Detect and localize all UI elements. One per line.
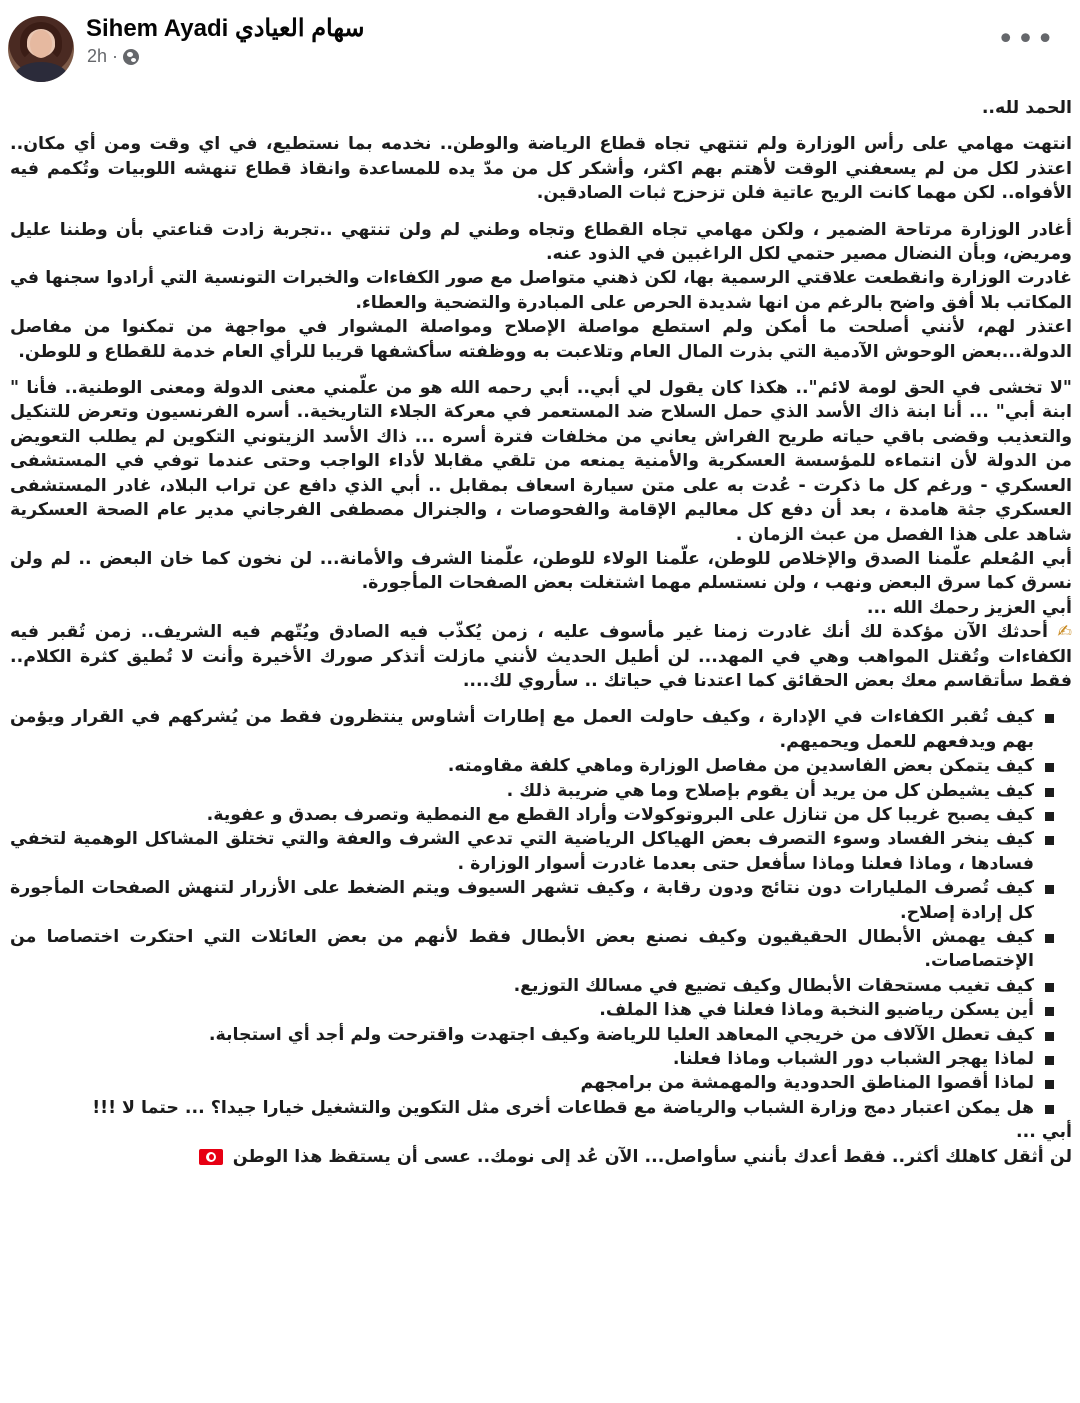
list-item: لماذا يهجر الشباب دور الشباب وماذا فعلنا. <box>10 1047 1056 1071</box>
post-paragraph: أبي ... <box>1016 1122 1072 1143</box>
post-paragraph: اعتذر لهم، لأنني أصلحت ما أمكن ولم استطع مواصلة الإصلاح ومواصلة المشوار في مواجهة من تمكنوا من مفاصل الدولة...بعض الوحوش الآدمية التي بذرت المال العام وتلاعبت به ووظفته سأكشفها قريبا للرأي العام خدمة للقطاع و للوطن. <box>10 317 1072 362</box>
list-item: لماذا أقصوا المناطق الحدودية والمهمشة من برامجهم <box>10 1071 1056 1095</box>
list-item: كيف تعطل الآلاف من خريجي المعاهد العليا للرياضة وكيف اجتهدت واقترحت ولم أجد أي استجابة. <box>10 1023 1056 1047</box>
post-paragraph: "لا تخشى في الحق لومة لائم".. هكذا كان يقول لي أبي.. أبي رحمه الله هو من علّمني معنى الدولة ومعنى الوطنية.. فأنا " ابنة أبي" ... أنا ابنة ذاك الأسد الذي حمل السلاح ضد المستعمر في معركة الجلاء التاريخية.. أسره الفرنسيون وتعرض للتنكيل والتعذيب وقضى باقي حياته طريح الفراش يعاني من مخلفات فترة أسره ... ذاك الأسد الزيتوني التكوين لم يطلب التعويض من الدولة لأن انتماءه للمؤسسة العسكرية والأمنية يمنعه من تلقي مقابلا لأداء الواجب وحتى عندما توفي في المستشفى العسكري - ورغم كل ما ذكرت - عُدت به على متن سيارة اسعاف بمقابل .. أبي الذي دافع عن تراب البلاد، غادر المستشفى العسكري جثة هامدة ، بعد أن دفع كل معاليم الإقامة والفحوصات ، والجنرال مصطفى الفرجاني مدير عام الصحة العسكرية شاهد على هذا الفصل من عبث الزمان . <box>10 378 1072 545</box>
list-item: كيف يصبح غريبا كل من تنازل على البروتوكولات وأراد القطع مع النمطية وتصرف بصدق و عفوية. <box>10 803 1056 827</box>
bullet-list <box>10 705 1072 1120</box>
list-item: كيف تُقبر الكفاءات في الإدارة ، وكيف حاولت العمل مع إطارات أشاوس ينتظرون فقط من يُشركهم في القرار ويؤمن بهم ويدفعهم للعمل ويحميهم. <box>10 705 1056 754</box>
post-paragraph: أغادر الوزارة مرتاحة الضمير ، ولكن مهامي تجاه القطاع وتجاه وطني لم ولن تنتهي ..تجربة زادت قناعتي بأن وطننا عليل ومريض، وبأن النضال مصير حتمي لكل الراغبين في الذود عنه. <box>10 219 1072 265</box>
author-avatar[interactable] <box>8 16 74 82</box>
author-name[interactable]: Sihem Ayadi سهام العيادي <box>86 15 365 42</box>
post-body <box>10 96 1072 1169</box>
tunisia-flag-icon <box>199 1149 223 1165</box>
post-paragraph: الحمد لله.. <box>981 98 1072 118</box>
list-item: كيف تغيب مستحقات الأبطال وكيف تضيع في مسالك التوزيع. <box>10 974 1056 998</box>
post-paragraph: انتهت مهامي على رأس الوزارة ولم تنتهي تجاه قطاع الرياضة والوطن.. نخدمه بما نستطيع، في اي وقت ومن أي مكان.. اعتذر لكل من لم يسعفني الوقت لأهتم بهم اكثر، وأشكر كل من مدّ يده للمساعدة وانقاذ قطاع تنهشه اللوبيات وتُكمم فيه الأفواه.. لكن مهما كانت الريح عاتية فلن تزحزح ثبات الصادقين. <box>10 134 1072 204</box>
list-item: كيف يهمش الأبطال الحقيقيون وكيف نصنع بعض الأبطال فقط لأنهم من بعض العائلات التي احتكرت اختصاصا من الإختصاصات. <box>10 925 1056 974</box>
post-paragraph-intro <box>10 620 1072 693</box>
post-paragraph: أبي العزيز رحمك الله ... <box>866 597 1072 618</box>
list-item: أين يسكن رياضيو النخبة وماذا فعلنا في هذا الملف. <box>10 998 1056 1022</box>
post-header <box>0 0 1080 92</box>
post-paragraph: غادرت الوزارة وانقطعت علاقتي الرسمية بها، لكن ذهني متواصل مع صور الكفاءات والخبرات التونسية التي أرادوا سجنها في المكاتب بلا أفق واضح بالرغم من انها شديدة الحرص على المبادرة والتضحية والعطاء. <box>10 268 1072 313</box>
post-time[interactable]: 2h · <box>87 46 119 66</box>
writing-hand-icon: ✍ <box>1057 622 1072 643</box>
list-item: كيف يتمكن بعض الفاسدين من مفاصل الوزارة وماهي كلفة مقاومته. <box>10 754 1056 778</box>
post-meta <box>87 46 139 67</box>
post-paragraph: أبي المُعلم علّمنا الصدق والإخلاص للوطن، علّمنا الولاء للوطن، علّمنا الشرف والأمانة... لن نخون كما خان البعض .. لم ولن نسرق كما سرق البعض ونهب ، ولن نستسلم مهما اشتغلت بعض الصفحات المأجورة. <box>10 548 1072 594</box>
list-item: كيف ينخر الفساد وسوء التصرف بعض الهياكل الرياضية التي تدعي الشرف والعفة والتي تختلق المشاكل الوهمية لتخفي فسادها ، وماذا فعلنا وماذا سأفعل حتى بعدما غادرت أسوار الوزارة . <box>10 827 1056 876</box>
list-item: هل يمكن اعتبار دمج وزارة الشباب والرياضة مع قطاعات أخرى مثل التكوين والتشغيل خيارا جيدا؟ ... حتما لا !!! <box>10 1096 1056 1120</box>
post-paragraph-text: لن أثقل كاهلك أكثر.. فقط أعدك بأنني سأواصل... الآن عُد إلى نومك.. عسى أن يستقظ هذا الوطن <box>232 1146 1072 1167</box>
list-item: كيف تُصرف المليارات دون نتائج ودون رقابة ، وكيف تشهر السيوف ويتم الضغط على الأزرار لتنهش الصفحات المأجورة كل إرادة إصلاح. <box>10 876 1056 925</box>
post-paragraph-text: أحدثك الآن مؤكدة لك أنك غادرت زمنا غير مأسوف عليه ، زمن يُكذّب فيه الصادق ويُتّهم فيه الشريف.. زمن تُقبر فيه الكفاءات وتُقتل المواهب وهي في المهد... لن أطيل الحديث لأنني مازلت أتذكر صورك الأخيرة وأنت لا تُطيق كثرة الكلام.. فقط سأتقاسم معك بعض الحقائق كما اعتدنا في حياتك .. سأروي لك.... <box>10 622 1072 691</box>
globe-icon <box>123 49 139 65</box>
list-item: كيف يشيطن كل من يريد أن يقوم بإصلاح وما هي ضريبة ذلك . <box>10 779 1056 803</box>
post-paragraph-closing <box>10 1145 1072 1169</box>
more-options-icon[interactable]: ••• <box>996 22 1056 57</box>
